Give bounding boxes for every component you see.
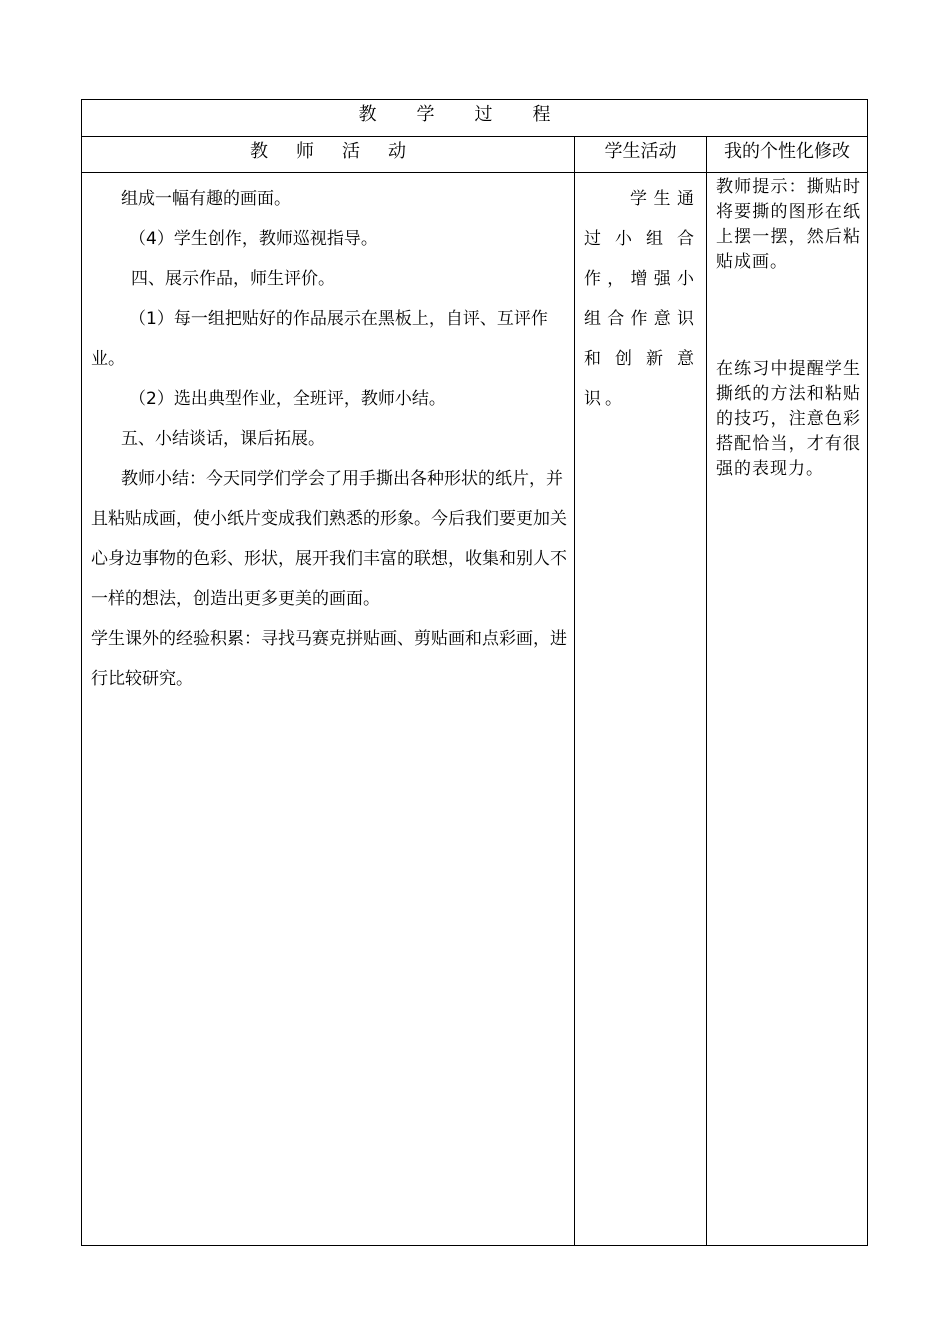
teacher-line: （4）学生创作，教师巡视指导。	[129, 229, 378, 249]
header-student-activity: 学生活动	[575, 137, 707, 173]
header-personal-notes: 我的个性化修改	[707, 137, 868, 173]
personal-notes-cell	[707, 173, 868, 1246]
teacher-line: 四、展示作品，师生评价。	[131, 269, 335, 289]
teacher-line: 学生课外的经验积累：寻找马赛克拼贴画、剪贴画和点彩画，进行比较研究。	[91, 629, 567, 689]
teacher-activity-cell	[82, 173, 575, 1246]
teacher-line: （2）选出典型作业，全班评，教师小结。	[129, 389, 446, 409]
note-reminder: 在练习中提醒学生撕纸的方法和粘贴的技巧，注意色彩搭配恰当，才有很强的表现力。	[716, 359, 862, 479]
teacher-line: （1）每一组把贴好的作品展示在黑板上，自评、互评作业。	[91, 309, 548, 369]
student-activity-text: 学生通过小组合作，增强小组合作意识和创新意识。	[584, 189, 698, 409]
student-activity-cell	[575, 173, 707, 1246]
note-tip: 教师提示：撕贴时将要撕的图形在纸上摆一摆，然后粘贴成画。	[716, 177, 862, 272]
lesson-process-table	[81, 99, 868, 1246]
table-title: 教学过程	[82, 100, 868, 137]
teacher-line: 组成一幅有趣的画面。	[121, 189, 291, 209]
teacher-line: 五、小结谈话，课后拓展。	[121, 429, 325, 449]
teacher-line: 教师小结：今天同学们学会了用手撕出各种形状的纸片，并且粘贴成画，使小纸片变成我们熟悉的形象。今后我们要更加关心身边事物的色彩、形状，展开我们丰富的联想，收集和别人不一样的想法，创造出更多更美的画面。	[91, 469, 567, 609]
header-teacher-activity: 教师活动	[82, 137, 575, 173]
